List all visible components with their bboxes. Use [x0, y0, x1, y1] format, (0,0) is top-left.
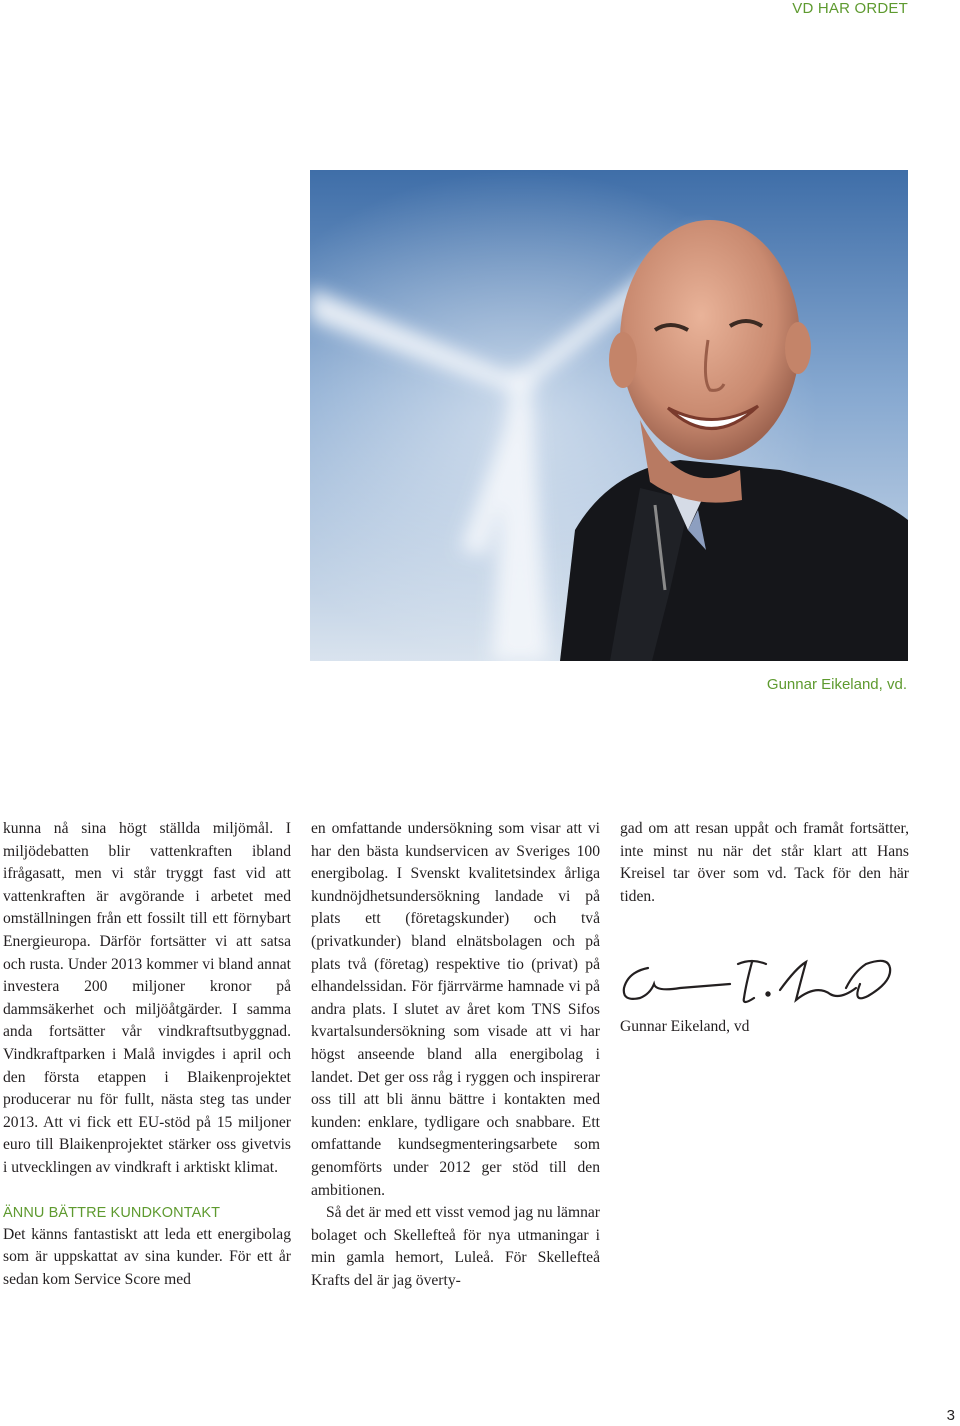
- paragraph: gad om att resan uppåt och framåt fortsätter, inte minst nu när det står klart att Hans Kreisel tar över som vd. Tack för den här tiden.: [620, 820, 909, 905]
- handwritten-signature: [620, 954, 909, 1014]
- page-number: 3: [946, 1407, 955, 1424]
- portrait-photo: [310, 170, 908, 661]
- text-column-3: [620, 818, 909, 1039]
- subheading: ÄNNU BÄTTRE KUNDKONTAKT: [3, 1204, 221, 1221]
- paragraph: Det känns fantastiskt att leda ett energibolag som är uppskattat av sina kunder. För ett år sedan kom Service Score med: [3, 1225, 291, 1288]
- text-column-1: [3, 818, 291, 1291]
- paragraph: Så det är med ett visst vemod jag nu lämnar bolaget och Skellefteå för nya utmaningar i min gamla hemort, Luleå. För Skellefteå Krafts del är jag överty-: [311, 1204, 600, 1289]
- section-label: VD HAR ORDET: [792, 0, 908, 17]
- text-column-2: [311, 818, 600, 1292]
- paragraph: en omfattande undersökning som visar att vi har den bästa kundservicen av Sveriges 100 energibolag. I Svenskt kvalitetsindex årliga kundnöjdhetsundersökning landade vi på plats ett (företagskunder) och två (privatkunder) bland elnätsbolagen och på plats två (företag) respektive tio (privat) på elhandelssidan. För fjärrvärme hamnade vi på andra plats. I slutet av året kom TNS Sifos kvartalsundersökning som visade att vi har högst anseende bland alla energibolag i landet. Det ger oss råg i ryggen och inspirerar oss till att bli ännu bättre i kontakten med kunden: enklare, tydligare och snabbare. Ett omfattande kundsegmenteringsarbete som genomförts under 2012 ger stöd till den ambitionen.: [311, 820, 600, 1199]
- paragraph: kunna nå sina högt ställda miljömål. I miljödebatten blir vattenkraften ibland ifrågasatt, men vi står tryggt fast vid att vattenkraften är avgörande i arbetet med omställningen från ett fossilt till ett förnybart Energieuropa. Därför fortsätter vi att satsa och rusta. Under 2013 kommer vi bland annat investera 200 miljoner kronor på dammsäkerhet och miljöåtgärder. I samma anda fortsätter vår vindkraftsutbyggnad. Vindkraftparken i Malå invigdes i april och den första etappen i Blaikenprojektet producerar nu för fullt, nästa steg tas under 2013. Att vi fick ett EU-stöd på 15 miljoner euro till Blaikenprojektet stärker oss givetvis i utvecklingen av vindkraft i arktiskt klimat.: [3, 820, 291, 1176]
- photo-caption: Gunnar Eikeland, vd.: [766, 676, 907, 693]
- signature-name: Gunnar Eikeland, vd: [620, 1018, 750, 1036]
